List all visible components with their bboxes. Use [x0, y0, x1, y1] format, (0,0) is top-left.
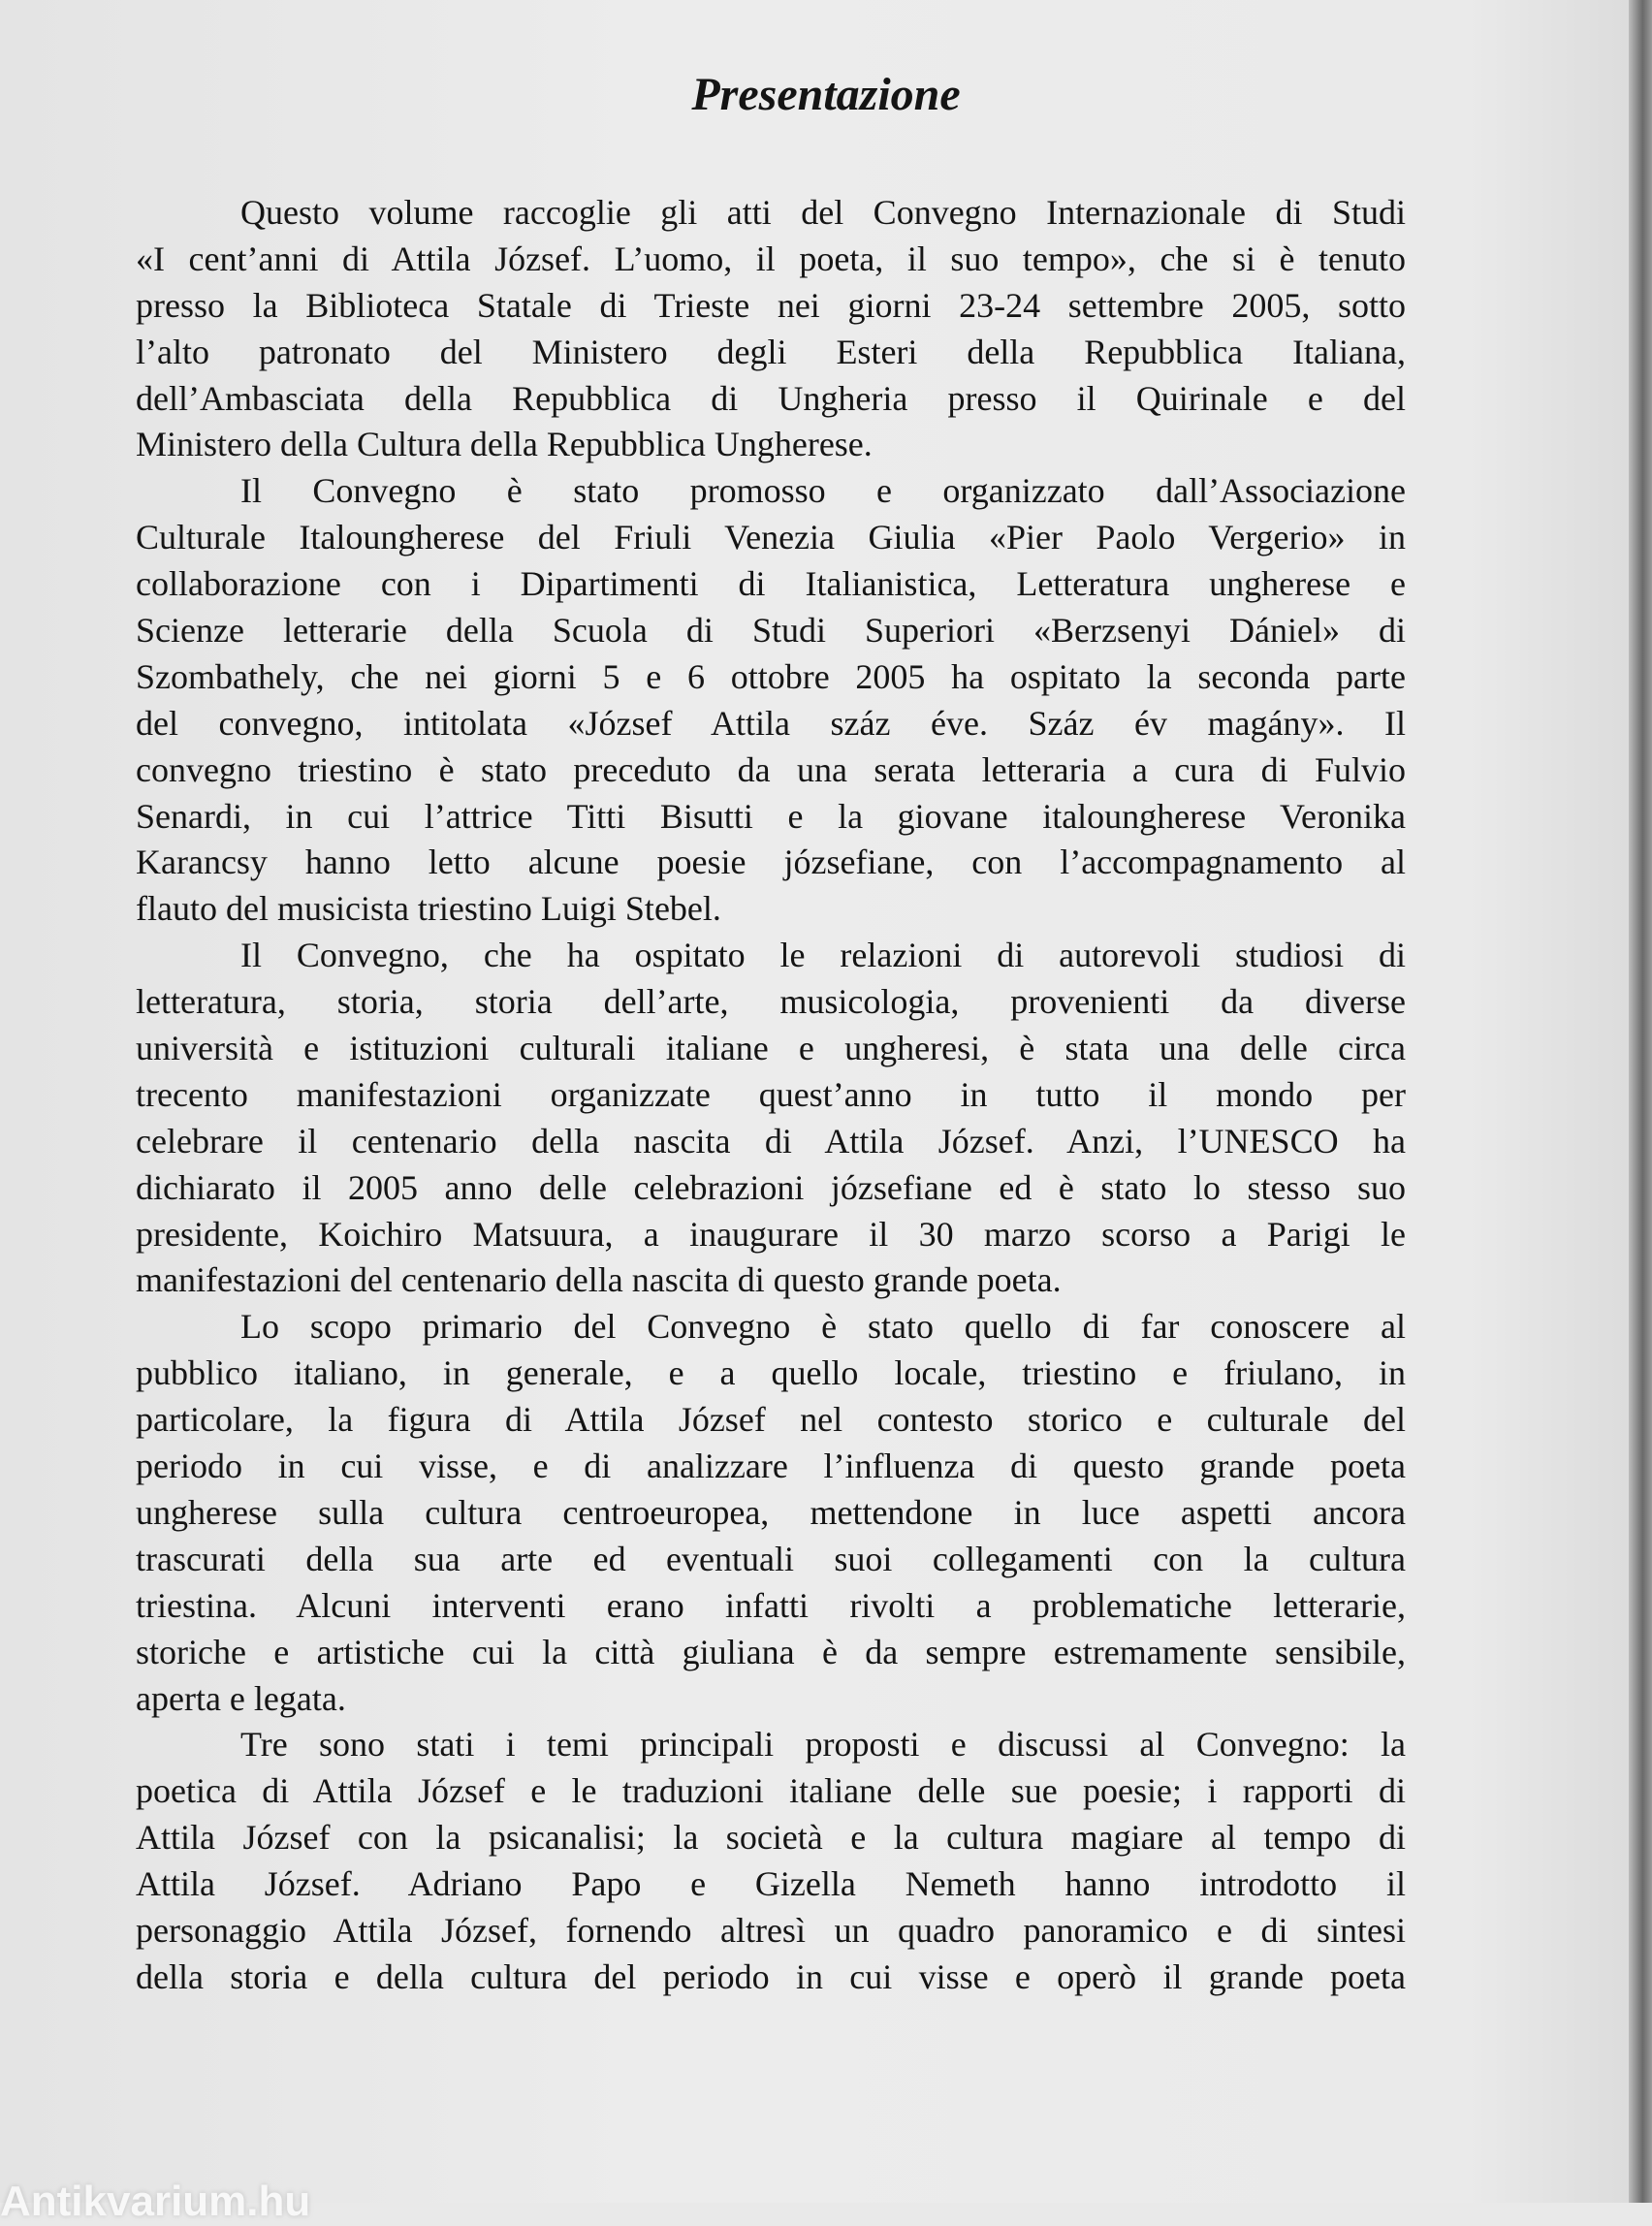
text-line: pubblico italiano, in generale, e a quello locale, triestino e friulano, in — [136, 1353, 1406, 1393]
text-line: Questo volume raccoglie gli atti del Convegno Internazionale di Studi — [240, 193, 1406, 232]
text-line: letteratura, storia, storia dell’arte, musicologia, provenienti da diverse — [136, 982, 1406, 1022]
paragraph — [136, 1304, 1406, 1722]
text-line: università e istituzioni culturali italiane e ungheresi, è stata una delle circa — [136, 1029, 1406, 1068]
text-line: periodo in cui visse, e di analizzare l’influenza di questo grande poeta — [136, 1447, 1406, 1486]
text-line: «I cent’anni di Attila József. L’uomo, il poeta, il suo tempo», che si è tenuto — [136, 238, 1406, 278]
text-line: Tre sono stati i temi principali proposti e discussi al Convegno: la — [240, 1725, 1406, 1765]
text-line: Il Convegno, che ha ospitato le relazioni di autorevoli studiosi di — [240, 936, 1406, 975]
text-line: ungherese sulla cultura centroeuropea, mettendone in luce aspetti ancora — [136, 1492, 1406, 1532]
text-line: l’alto patronato del Ministero degli Esteri della Repubblica Italiana, — [136, 332, 1406, 371]
text-line: Attila József. Adriano Papo e Gizella Nemeth hanno introdotto il — [136, 1864, 1406, 1904]
text-line: flauto del musicista triestino Luigi Stebel. — [136, 889, 721, 929]
text-line: trecento manifestazioni organizzate quest’anno in tutto il mondo per — [136, 1074, 1406, 1114]
paragraph — [136, 1722, 1406, 2000]
body-text — [136, 190, 1406, 2001]
text-line: celebrare il centenario della nascita di Attila József. Anzi, l’UNESCO ha — [136, 1121, 1406, 1161]
page-edge — [1629, 0, 1652, 2203]
text-line: trascurati della sua arte ed eventuali suoi collegamenti con la cultura — [136, 1539, 1406, 1578]
text-line: Karancsy hanno letto alcune poesie józsefiane, con l’accompagnamento al — [136, 843, 1406, 882]
paragraph — [136, 190, 1406, 468]
text-line: del convegno, intitolata «József Attila száz éve. Száz év magány». Il — [136, 703, 1406, 743]
text-line: presso la Biblioteca Statale di Trieste nei giorni 23-24 settembre 2005, sotto — [136, 285, 1406, 325]
text-line: Lo scopo primario del Convegno è stato quello di far conoscere al — [240, 1307, 1406, 1347]
paragraph — [136, 468, 1406, 933]
page-title: Presentazione — [691, 69, 961, 120]
text-line: Il Convegno è stato promosso e organizzato dall’Associazione — [240, 471, 1406, 511]
text-line: Ministero della Cultura della Repubblica Ungherese. — [136, 425, 873, 464]
text-line: Scienze letterarie della Scuola di Studi Superiori «Berzsenyi Dániel» di — [136, 611, 1406, 651]
text-line: personaggio Attila József, fornendo altresì un quadro panoramico e di sintesi — [136, 1910, 1406, 1950]
text-line: collaborazione con i Dipartimenti di Italianistica, Letteratura ungherese e — [136, 564, 1406, 604]
text-line: Szombathely, che nei giorni 5 e 6 ottobre 2005 ha ospitato la seconda parte — [136, 656, 1406, 696]
paragraph — [136, 933, 1406, 1304]
text-line: dell’Ambasciata della Repubblica di Ungheria presso il Quirinale e del — [136, 378, 1406, 418]
text-line: Senardi, in cui l’attrice Titti Bisutti e la giovane italoungherese Veronika — [136, 796, 1406, 836]
watermark: Antikvarium.hu — [0, 2178, 311, 2225]
text-line: Culturale Italoungherese del Friuli Venezia Giulia «Pier Paolo Vergerio» in — [136, 518, 1406, 557]
text-line: storiche e artistiche cui la città giuliana è da sempre estremamente sensibile, — [136, 1632, 1406, 1671]
text-line: particolare, la figura di Attila József nel contesto storico e culturale del — [136, 1400, 1406, 1440]
text-line: dichiarato il 2005 anno delle celebrazioni józsefiane ed è stato lo stesso suo — [136, 1167, 1406, 1207]
text-line: manifestazioni del centenario della nascita di questo grande poeta. — [136, 1260, 1062, 1300]
text-line: Attila József con la psicanalisi; la società e la cultura magiare al tempo di — [136, 1818, 1406, 1858]
text-line: convegno triestino è stato preceduto da una serata letteraria a cura di Fulvio — [136, 749, 1406, 789]
text-line: presidente, Koichiro Matsuura, a inaugurare il 30 marzo scorso a Parigi le — [136, 1214, 1406, 1254]
text-line: aperta e legata. — [136, 1678, 346, 1718]
text-line: poetica di Attila József e le traduzioni italiane delle sue poesie; i rapporti di — [136, 1771, 1406, 1811]
text-line: della storia e della cultura del periodo in cui visse e operò il grande poeta — [136, 1956, 1406, 1996]
text-line: triestina. Alcuni interventi erano infatti rivolti a problematiche letterarie, — [136, 1585, 1406, 1625]
